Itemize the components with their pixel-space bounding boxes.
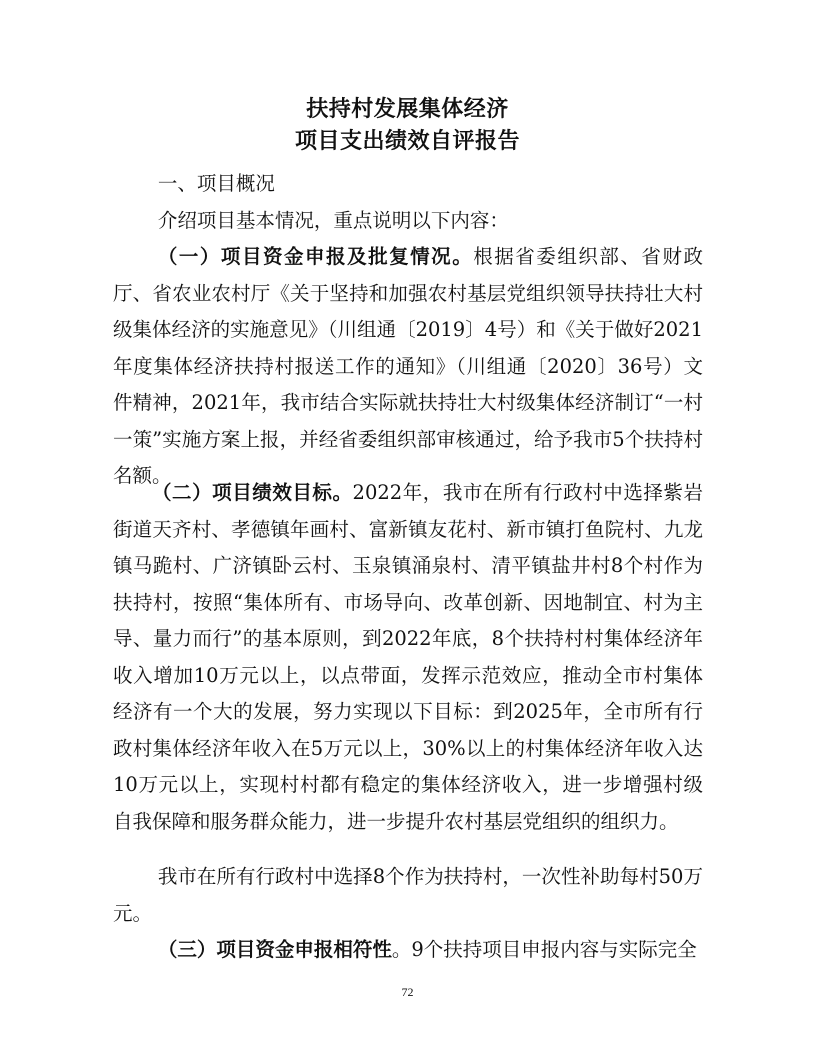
report-title-line2: 项目支出绩效自评报告 <box>294 129 520 154</box>
paragraph-text-consistency: 。9个扶持项目申报内容与实际完全 <box>391 938 697 961</box>
paragraph-funding-application <box>113 239 703 495</box>
paragraph-heading-consistency: （三）项目资金申报相符性 <box>157 938 392 961</box>
intro-paragraph: 介绍项目基本情况，重点说明以下内容： <box>157 209 509 232</box>
paragraph-heading-performance-goals: （二）项目绩效目标。 <box>152 481 353 504</box>
paragraph-text-performance-goals: 2022年，我市在所有行政村中选择紫岩街道天齐村、孝德镇年画村、富新镇友花村、新市镇打鱼院村、九龙镇马跪村、广济镇卧云村、玉泉镇涌泉村、清平镇盐井村8个村作为扶持村，按照“集体所有、市场导向、改革创新、因地制宜、村为主导、量力而行”的基本原则，到2022年底，8个扶持村村集体经济年收入增加10万元以上，以点带面，发挥示范效应，推动全市村集体经济有一个大的发展，努力实现以下目标：到2025年，全市所有行政村集体经济年收入在5万元以上，30%以上的村集体经济年收入达10万元以上，实现村村都有稳定的集体经济收入，进一步增强村级自我保障和服务群众能力，进一步提升农村基层党组织的组织力。 <box>113 481 703 833</box>
paragraph-consistency <box>113 932 703 969</box>
paragraph-heading-funding-application: （一）项目资金申报及批复情况。 <box>157 245 474 268</box>
paragraph-text-funding-application: 根据省委组织部、省财政厅、省农业农村厅《关于坚持和加强农村基层党组织领导扶持壮大村级集体经济的实施意见》（川组通〔2019〕4号）和《关于做好2021年度集体经济扶持村报送工作的通知》（川组通〔2020〕36号）文件精神，2021年，我市结合实际就扶持壮大村级集体经济制订“一村一策”实施方案上报，并经省委组织部审核通过，给予我市5个扶持村名额。 <box>113 245 703 487</box>
paragraph-performance-goals <box>113 475 703 840</box>
section-heading-overview: 一、项目概况 <box>157 172 275 195</box>
report-title-line1: 扶持村发展集体经济 <box>306 97 509 122</box>
page-number: 72 <box>401 985 414 999</box>
paragraph-subsidy: 我市在所有行政村中选择8个作为扶持村，一次性补助每村50万元。 <box>113 865 703 925</box>
